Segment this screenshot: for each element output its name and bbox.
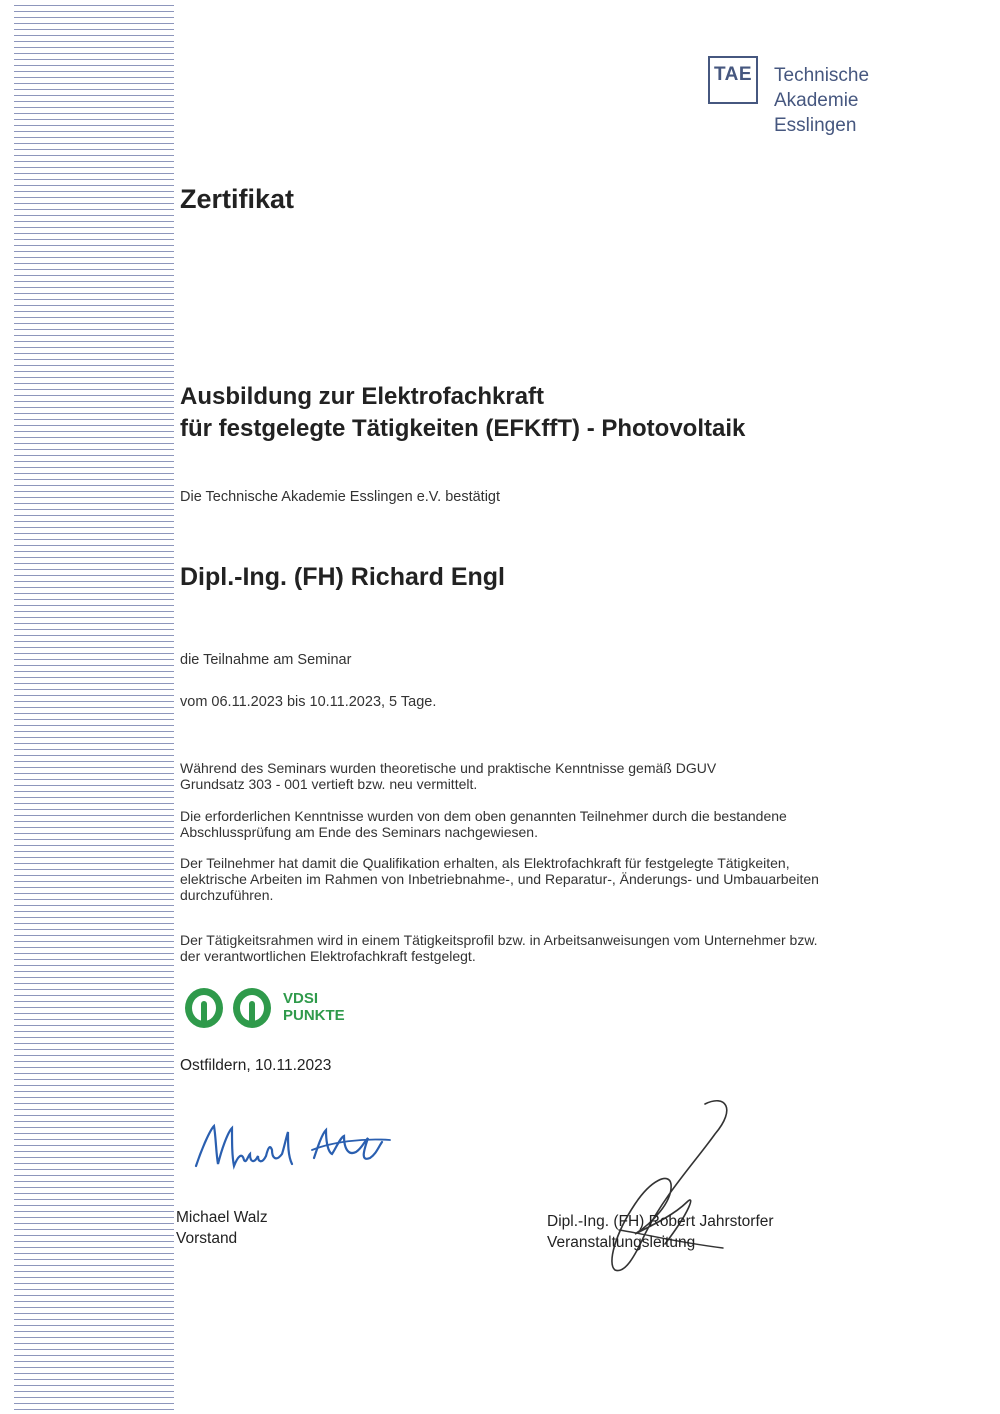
seminar-dates: vom 06.11.2023 bis 10.11.2023, 5 Tage. bbox=[180, 694, 437, 710]
paragraph-line: durchzuführen. bbox=[180, 887, 274, 903]
paragraph-activity-scope bbox=[180, 932, 940, 964]
course-title bbox=[180, 381, 745, 445]
vdsi-logo-line-1: VDSI bbox=[283, 990, 319, 1007]
paragraph-exam bbox=[180, 808, 940, 840]
vdsi-ring-icon bbox=[185, 988, 223, 1028]
logo-name-line-3: Esslingen bbox=[774, 115, 857, 136]
paragraph-line: Die erforderlichen Kenntnisse wurden von dem oben genannten Teilnehmer durch die bestandene bbox=[180, 808, 787, 824]
vdsi-points-logo bbox=[185, 986, 365, 1032]
place-and-date: Ostfildern, 10.11.2023 bbox=[180, 1057, 332, 1074]
vdsi-logo-text bbox=[283, 990, 345, 1024]
logo-name-line-1: Technische bbox=[774, 65, 870, 86]
participant-name: Dipl.-Ing. (FH) Richard Engl bbox=[180, 563, 505, 591]
signer-name: Dipl.-Ing. (FH) Robert Jahrstorfer bbox=[547, 1213, 774, 1230]
paragraph-line: Abschlussprüfung am Ende des Seminars nachgewiesen. bbox=[180, 824, 538, 840]
signer-name: Michael Walz bbox=[176, 1209, 268, 1226]
signer-role: Veranstaltungsleitung bbox=[547, 1234, 696, 1251]
confirmation-text: Die Technische Akademie Esslingen e.V. bestätigt bbox=[180, 489, 501, 505]
paragraph-line: Während des Seminars wurden theoretische und praktische Kenntnisse gemäß DGUV bbox=[180, 760, 717, 776]
paragraph-line: Grundsatz 303 - 001 vertieft bzw. neu vermittelt. bbox=[180, 776, 478, 792]
logo-name-line-2: Akademie bbox=[774, 90, 859, 111]
vdsi-ring-icon bbox=[233, 988, 271, 1028]
paragraph-qualification bbox=[180, 855, 940, 903]
signature-michael-walz bbox=[192, 1108, 392, 1188]
paragraph-line: der verantwortlichen Elektrofachkraft festgelegt. bbox=[180, 948, 476, 964]
decorative-stripe-border bbox=[14, 0, 174, 1414]
participation-text: die Teilnahme am Seminar bbox=[180, 652, 352, 668]
signer-role: Vorstand bbox=[176, 1230, 238, 1247]
document-type-title: Zertifikat bbox=[180, 184, 295, 214]
paragraph-line: Der Tätigkeitsrahmen wird in einem Tätigkeitsprofil bzw. in Arbeitsanweisungen vom Unternehmer bzw. bbox=[180, 932, 818, 948]
signer-block-left bbox=[176, 1207, 268, 1249]
signer-block-right bbox=[547, 1211, 774, 1253]
vdsi-logo-line-2: PUNKTE bbox=[283, 1007, 345, 1024]
course-title-line-1: Ausbildung zur Elektrofachkraft bbox=[180, 383, 545, 410]
tae-logo-mark: TAE bbox=[708, 56, 758, 104]
tae-logo-name bbox=[774, 63, 934, 138]
paragraph-seminar-content bbox=[180, 760, 940, 792]
course-title-line-2: für festgelegte Tätigkeiten (EFKffT) - Photovoltaik bbox=[180, 415, 746, 442]
paragraph-line: Der Teilnehmer hat damit die Qualifikation erhalten, als Elektrofachkraft für festgelegte Tätigkeiten, bbox=[180, 855, 790, 871]
signature-robert-jahrstorfer bbox=[595, 1084, 745, 1284]
paragraph-line: elektrische Arbeiten im Rahmen von Inbetriebnahme-, und Reparatur-, Änderungs- und Umbauarbeiten bbox=[180, 871, 819, 887]
